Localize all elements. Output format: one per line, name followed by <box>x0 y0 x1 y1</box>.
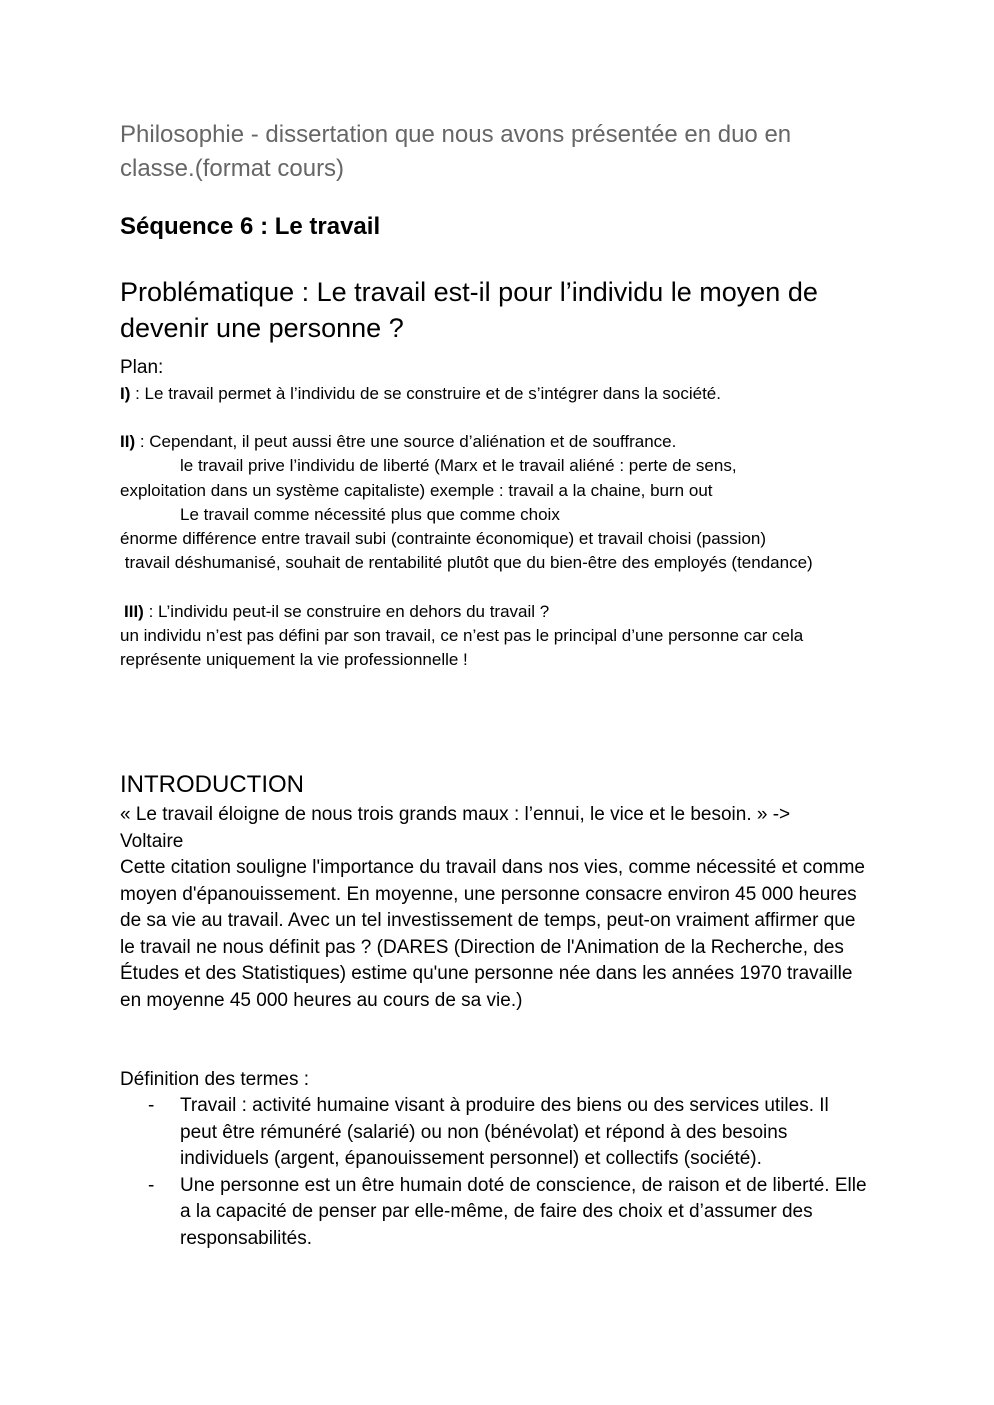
document-subtitle: Philosophie - dissertation que nous avons présentée en duo en classe.(format cours) <box>120 121 792 182</box>
plan-part-3-line: représente uniquement la vie professionnelle ! <box>120 650 468 669</box>
plan-part-2-line: le travail prive l’individu de liberté (Marx et le travail aliéné : perte de sens, <box>180 456 737 475</box>
plan-part-1-text: : Le travail permet à l’individu de se construire et de s’intégrer dans la société. <box>130 384 721 403</box>
plan-part-2-line: Le travail comme nécessité plus que comme choix <box>180 505 560 524</box>
plan-part-2-line: travail déshumanisé, souhait de rentabilité plutôt que du bien-être des employés (tendance) <box>120 553 813 572</box>
plan-part-2-line: énorme différence entre travail subi (contrainte économique) et travail choisi (passion) <box>120 529 767 548</box>
definition-travail: Travail : activité humaine visant à produire des biens ou des services utiles. Il peut être rémunéré (salarié) ou non (bénévolat) et répond à des besoins individuels (argent, épanouissement personnel) et collectifs (société). <box>180 1095 829 1169</box>
voltaire-quote: « Le travail éloigne de nous trois grands maux : l’ennui, le vice et le besoin. » -> Voltaire <box>120 804 791 852</box>
plan-part-2 <box>120 430 676 454</box>
plan-part-3-text: : L’individu peut-il se construire en dehors du travail ? <box>143 602 550 621</box>
definitions-list <box>120 1093 880 1252</box>
definition-personne: Une personne est un être humain doté de conscience, de raison et de liberté. Elle a la capacité de penser par elle-même, de faire des choix et d’assumer des responsabilités. <box>180 1174 867 1249</box>
list-item <box>120 1093 880 1173</box>
bullet-dash: - <box>148 1174 155 1196</box>
plan-part-3 <box>124 600 549 624</box>
list-item <box>120 1173 880 1253</box>
plan-label: Plan: <box>120 357 164 378</box>
problematique-heading: Problématique : Le travail est-il pour l’individu le moyen de devenir une personne ? <box>120 277 818 343</box>
definitions-label: Définition des termes : <box>120 1069 310 1090</box>
introduction-heading: INTRODUCTION <box>120 771 304 798</box>
plan-part-2-line: exploitation dans un système capitaliste) exemple : travail a la chaine, burn out <box>120 481 713 500</box>
plan-part-1 <box>120 382 721 406</box>
plan-part-3-number: III) <box>124 602 144 621</box>
plan-part-3-line: un individu n’est pas défini par son travail, ce n’est pas le principal d’une personne car cela <box>120 626 804 645</box>
intro-paragraph: Cette citation souligne l'importance du travail dans nos vies, comme nécessité et comme moyen d'épanouissement. En moyenne, une personne consacre environ 45 000 heures de sa vie au travail. Avec un tel investissement de temps, peut-on vraiment affirmer que le travail ne nous définit pas ? (DARES (Direction de l'Animation de la Recherche, des Études et des Statistiques) estime qu'une personne née dans les années 1970 travaille en moyenne 45 000 heures au cours de sa vie.) <box>120 857 865 1011</box>
plan-part-1-number: I) <box>120 384 131 403</box>
plan-part-2-number: II) <box>120 432 136 451</box>
plan-part-2-text: : Cependant, il peut aussi être une source d’aliénation et de souffrance. <box>135 432 677 451</box>
bullet-dash: - <box>148 1095 155 1116</box>
sequence-title: Séquence 6 : Le travail <box>120 213 381 240</box>
